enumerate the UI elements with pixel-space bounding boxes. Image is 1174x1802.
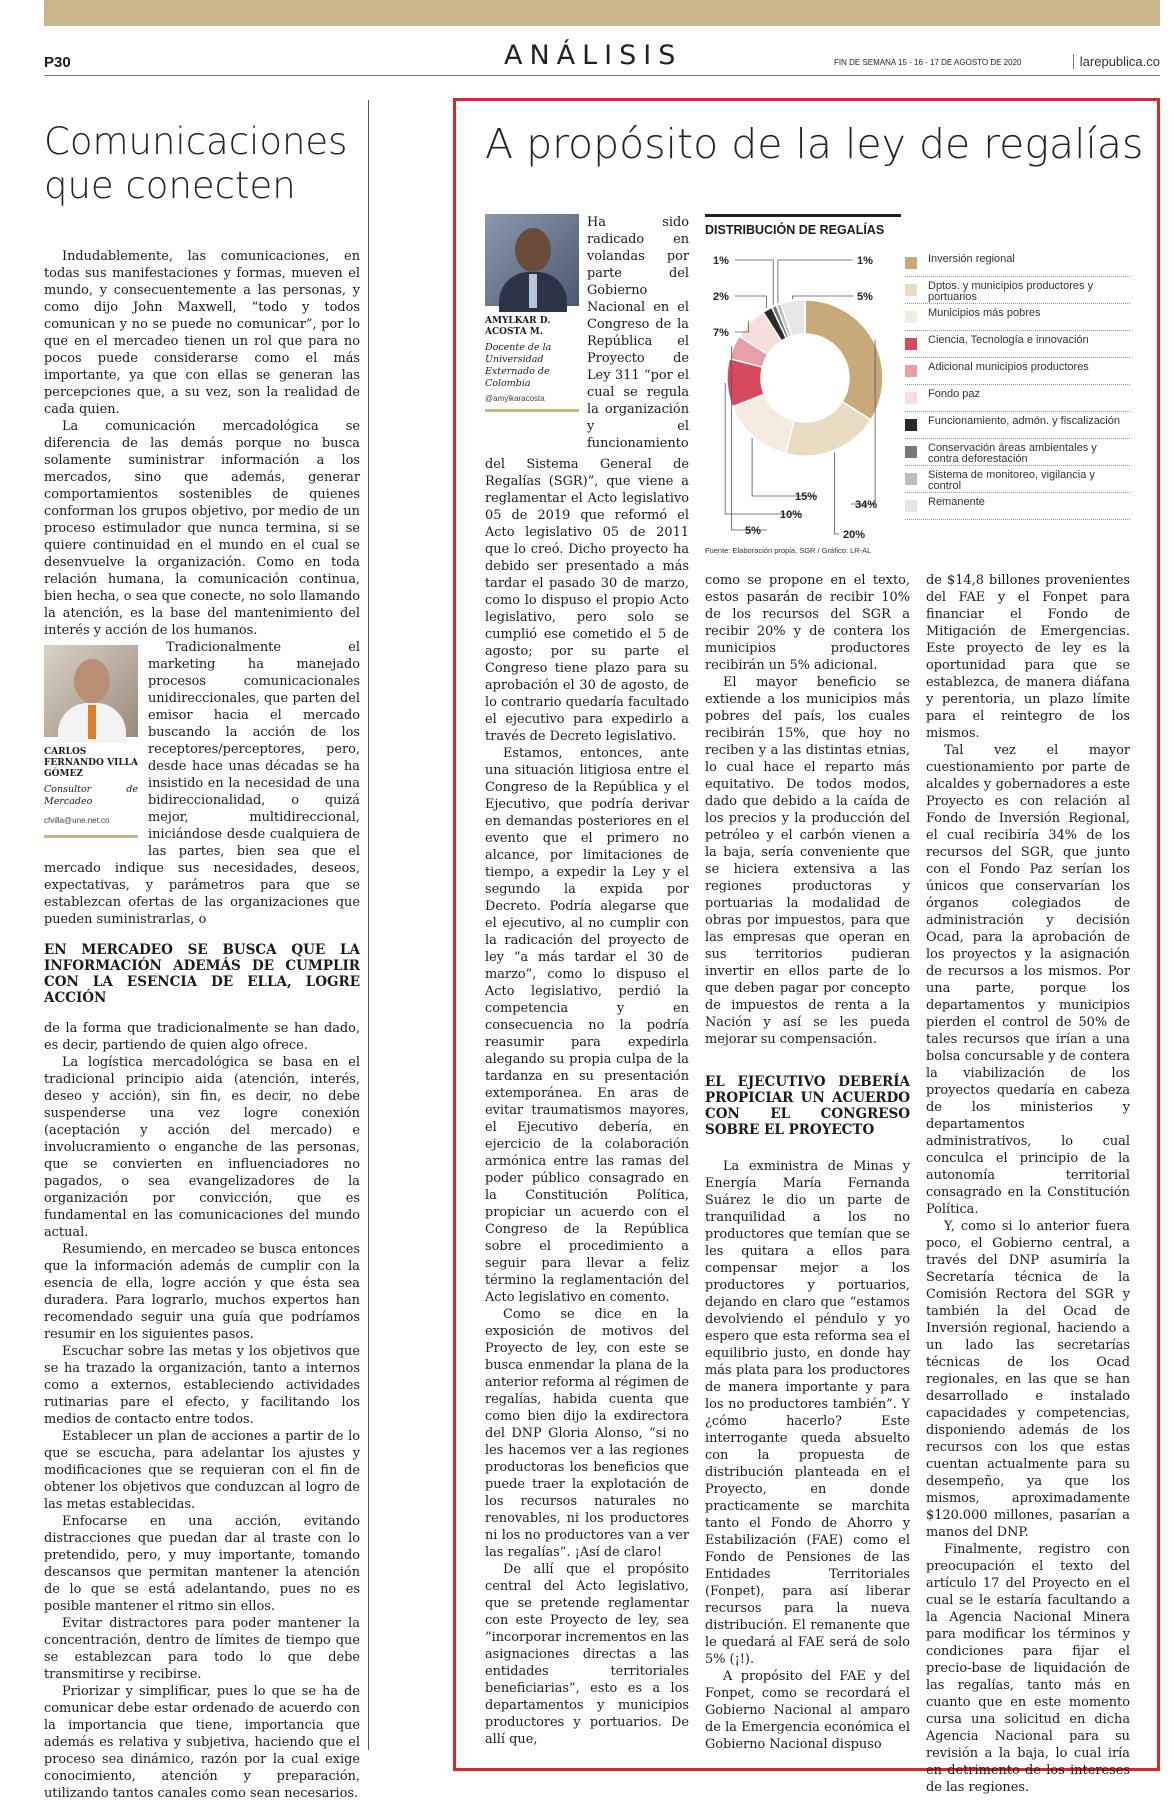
author-handle[interactable]: @amylkaracosta xyxy=(485,394,579,412)
leader-line xyxy=(735,296,766,308)
left-paragraph: Escuchar sobre las metas y los objetivos que se ha trazado la organización, tanto a internos como a externos, estableciendo actividades rutinarias pare el efecto, y facilitando los medios de contacto entre todos. xyxy=(44,1344,360,1427)
right-paragraph: De allí que el propósito central del Acto legislativo, que se pretende reglamentar con este Proyecto de ley, sea “incorporar incrementos en las asignaciones directas a las entidades territoriales beneficiarias”, esto es a los departamentos y municipios productores y portuarios. De allí que, xyxy=(485,1562,689,1747)
chart-source: Fuente: Elaboración propia, SGR / Gráfico: LR-AL xyxy=(705,546,872,555)
page-number: P30 xyxy=(44,54,71,71)
right-column-1 xyxy=(485,456,689,1748)
right-column-3 xyxy=(926,572,1130,1796)
section-title: ANÁLISIS xyxy=(504,40,683,71)
legend-swatch xyxy=(905,311,917,323)
legend-label: Dptos. y municipios productores y portuarios xyxy=(928,280,1094,303)
author-name: CARLOS FERNANDO VILLA GÓMEZ xyxy=(44,747,138,779)
value-label: 2% xyxy=(713,291,729,303)
right-paragraph: Tal vez el mayor cuestionamiento por parte de alcaldes y gobernadores a este Proyecto es con relación al Fondo de Inversión Regional, el cual recibiría 34% de los recursos del SGR, que junto con el Fondo Paz serían los únicos que conservarían los órganos colegiados de administración y decisión Ocad, para la aprobación de los proyectos y la asignación de recursos a los mismos. Por una parte, porque los departamentos y municipios pierden el control de 50% de tales recursos que irían a una bolsa concursable y de contera la viabilización de los proyectos quedaría en cabeza de los ministerios y departamentos administrativos, lo cual conculca el principio de la autonomía territorial consagrado en la Constitución Política. xyxy=(926,743,1130,1217)
donut-chart xyxy=(705,238,905,541)
left-paragraph: La logística mercadológica se basa en el tradicional principio aida (atención, interés, deseo y acción), sin fin, es decir, no debe suspenderse una vez logre conexión (aceptación y acción del mercado) e involucramiento o enganche de las personas, que se convierten en influenciadores no pagados, o sea evangelizadores de la organización por convicción, que es fundamental en las comunicaciones del mundo actual. xyxy=(44,1055,360,1240)
author-name: AMYLKAR D. ACOSTA M. xyxy=(485,316,551,337)
legend-item xyxy=(905,304,1130,331)
left-paragraph: Resumiendo, en mercadeo se busca entonces que la información además de cumplir con la esencia de ella, logre acción y que ésta sea duradera. Para lograrlo, muchos expertos han recomendado seguir una guía que podríamos resumir en los siguientes pasos. xyxy=(44,1242,360,1342)
top-color-bar xyxy=(44,0,1160,26)
left-article-body xyxy=(44,248,360,1802)
value-label: 5% xyxy=(745,525,761,537)
legend-label: Conservación áreas ambientales y contra deforestación xyxy=(928,442,1097,465)
legend-swatch xyxy=(905,365,917,377)
legend-label: Inversión regional xyxy=(928,253,1015,265)
legend-swatch xyxy=(905,257,917,269)
value-label: 10% xyxy=(780,509,803,521)
legend-swatch xyxy=(905,284,917,296)
right-paragraph: del Sistema General de Regalías (SGR)”, que viene a reglamentar el Acto legislativo 05 de 2019 que reformó el Acto legislativo 05 de 2011 que lo creó. Dicho proyecto ha debido ser presentado a más tardar el pasado 30 de marzo, como lo dispuso el propio Acto legislativo, pero solo se cumplió ese cometido el 5 de agosto; por su parte el Congreso tiene plazo para su aprobación el 30 de agosto, de lo contrario quedaría facultado el ejecutivo para expedirlo a través de Decreto legislativo. xyxy=(485,457,689,744)
right-column-2 xyxy=(705,572,910,1753)
legend-label: Fondo paz xyxy=(928,388,980,400)
right-paragraph: Y, como si lo anterior fuera poco, el Gobierno central, a través del DNP asumiría la Secretaría técnica de la Comisión Rectora del SGR y también la del Ocad de Inversión regional, haciendo a un lado las secretarías técnicas de los Ocad regionales, en las que se han desarrollado e instalado capacidades y competencias, disponiendo además de los recursos con los que estas cuentan actualmente para su desempeño, ya que los mismos, aproximadamente $120.000 millones, pasarían a manos del DNP. xyxy=(926,1219,1130,1540)
legend-swatch xyxy=(905,473,917,485)
chart-title: DISTRIBUCIÓN DE REGALÍAS xyxy=(705,223,885,237)
legend-label: Municipios más pobres xyxy=(928,307,1041,319)
legend-label: Sistema de monitoreo, vigilancia y control xyxy=(928,469,1095,492)
author-photo xyxy=(44,645,138,737)
legend-swatch xyxy=(905,446,917,458)
leader-line xyxy=(834,452,839,534)
left-subhead: EN MERCADEO SE BUSCA QUE LA INFORMACIÓN ADEMÁS DE CUMPLIR CON LA ESENCIA DE ELLA, LOGRE ACCIÓN xyxy=(44,942,360,1006)
legend-item xyxy=(905,412,1130,439)
value-label: 1% xyxy=(857,255,873,267)
value-label: 15% xyxy=(795,491,818,503)
legend-item xyxy=(905,277,1130,304)
value-label: 1% xyxy=(713,255,729,267)
value-label: 5% xyxy=(857,291,873,303)
author-role: Consultor de Mercadeo xyxy=(44,784,138,807)
right-paragraph: de $14,8 billones provenientes del FAE y el Fonpet para financiar el Fondo de Mitigación de Emergencias. Este proyecto de ley es la oportunidad para que se establezca, de manera diáfana y perentoria, un plazo límite para el reintegro de los mismos. xyxy=(926,573,1130,741)
edition-date: FIN DE SEMANA 15 - 16 - 17 DE AGOSTO DE 2020 xyxy=(834,58,1022,67)
value-label: 7% xyxy=(713,327,729,339)
legend-item xyxy=(905,493,1130,520)
legend-swatch xyxy=(905,419,917,431)
left-paragraph: La comunicación mercadológica se diferencia de las demás porque no busca solamente suministrar información a los mercados, sino que además, generar comportamientos sostenibles de quienes conforman los grupos objetivo, por medio de un proceso estimulador que nunca termina, si se quiere continuidad en el mundo en el cual se desenvuelve la organización. Como en toda relación humana, la comunicación continua, bien hecha, o sea que conecte, no solo llamando la atención, es la base del mantenimiento del interés y acción de los humanos. xyxy=(44,419,360,638)
left-paragraph: Establecer un plan de acciones a partir de lo que se escucha, para adelantar los ajustes y modificaciones que se requieran con el fin de obtener los objetivos que conduzcan al logro de las metas establecidas. xyxy=(44,1429,360,1512)
legend-item xyxy=(905,439,1130,466)
legend-item xyxy=(905,250,1130,277)
legend-swatch xyxy=(905,338,917,350)
legend-swatch xyxy=(905,500,917,512)
right-paragraph: A propósito del FAE y del Fonpet, como se recordará el Gobierno Nacional al amparo de la Emergencia económica el Gobierno Nacional dispuso xyxy=(705,1669,910,1752)
right-paragraph: La exministra de Minas y Energía María Fernanda Suárez le dio un parte de tranquilidad a los no productores que temían que se les quitara a ellos para compensar mejor a los productores y portuarios, dejando en claro que “estamos devolviendo el péndulo y yo espero que esta reforma sea el equilibrio justo, en donde hay más plata para los productores de manera importante y para los no productores también”. Y ¿cómo hacerlo? Este interrogante queda absuelto con la propuesta de distribución planteada en el Proyecto, en donde practicamente se marchita tanto el Fondo de Ahorro y Estabilización (FAE) como el Fondo de Pensiones de las Entidades Territoriales (Fonpet), para así liberar recursos para la nueva distribución. El remanente que le quedará al FAE será de solo 5% (¡!). xyxy=(705,1159,910,1667)
column-divider xyxy=(368,100,369,1750)
right-paragraph: Finalmente, registro con preocupación el texto del artículo 17 del Proyecto en el cual se le estaría facultando a la Agencia Nacional Minera para modificar los términos y condiciones para fijar el precio-base de liquidación de las regalías, tanto más en cuanto que en este momento cursa una solicitud en dicha Agencia Nacional para su revisión a la baja, lo cual iría en detrimento de los intereses de las regiones. xyxy=(926,1542,1130,1795)
chart-legend xyxy=(905,250,1130,520)
legend-item xyxy=(905,466,1130,493)
page-header xyxy=(44,34,1160,76)
left-paragraph: de la forma que tradicionalmente se han dado, es decir, partiendo de quien algo ofrece. xyxy=(44,1021,360,1053)
legend-label: Adicional municipios productores xyxy=(928,361,1089,373)
leader-line xyxy=(735,260,773,305)
right-subhead: EL EJECUTIVO DEBERÍA PROPICIAR UN ACUERDO CON EL CONGRESO SOBRE EL PROYECTO xyxy=(705,1074,910,1138)
right-paragraph: Estamos, entonces, ante una situación litigiosa entre el Congreso de la República y el Ejecutivo, que podría derivar en demandas posteriores en el evento que el primero no alcance, por limitaciones de tiempo, a expedir la Ley y el segundo la expida por Decreto. Podría alegarse que el ejecutivo, al no cumplir con la radicación del proyecto de ley “a más tardar el 30 de marzo”, como lo dispuso el Acto legislativo, perdió la competencia y en consecuencia no la podría reasumir para expedirla alegando su propia culpa de la tardanza en su presentación extemporánea. En aras de evitar traumatismos mayores, el Ejecutivo debería, en ejercicio de la colaboración armónica entre las ramas del poder público consagrado en la Constitución Política, propiciar un acuerdo con el Congreso de la República sobre el procedimiento a seguir para llevar a feliz término la reglamentación del Acto legislativo en comento. xyxy=(485,746,689,1305)
legend-label: Remanente xyxy=(928,496,985,508)
chart-title-bar xyxy=(705,214,901,237)
slice-inversion-regional xyxy=(805,300,883,420)
legend-swatch xyxy=(905,392,917,404)
value-label: 20% xyxy=(843,529,866,541)
royalties-chart xyxy=(705,214,1130,564)
site-link[interactable]: larepublica.co xyxy=(1073,54,1160,69)
right-headline: A propósito de la ley de regalías xyxy=(485,120,1144,168)
right-paragraph: como se propone en el texto, estos pasarán de recibir 10% de los recursos del SGR a recibir 20% y de contera los municipios productores recibirán un 5% adicional. xyxy=(705,573,910,673)
value-label: 34% xyxy=(855,499,878,511)
left-paragraph: Enfocarse en una acción, evitando distracciones que puedan dar al traste con lo pretendido, pero, y muy importante, tomando descansos que permitan mantener la atención de lo que se está adelantando, pues no es posible mantener el ritmo sin ellos. xyxy=(44,1514,360,1614)
right-intro: Ha sido radicado en volandas por parte del Gobierno Nacional en el Congreso de la República el Proyecto de Ley 311 “por el cual se regula la organización y el funcionamiento xyxy=(587,215,689,451)
legend-item xyxy=(905,331,1130,358)
legend-item xyxy=(905,358,1130,385)
left-paragraph: Tradicionalmente el marketing ha manejado procesos comunicacionales unidireccionales, que parten del emisor hacia el mercado buscando la acción de los receptores/perceptores, pero, desde hace unas décadas se ha insistido en la necesidad de una bidireccionalidad, o quizá mejor, multidireccional, iniciándose desde cualquiera de las partes, bien sea que el mercado indique sus necesidades, deseos, expectativas, y parámetros para que se establezcan ofertas de las organizaciones que pueden suministrarlas, o xyxy=(44,640,360,927)
author-email[interactable]: cfvilla@une.net.co xyxy=(44,812,138,838)
left-article xyxy=(44,120,360,1802)
right-author-box xyxy=(485,214,579,412)
left-paragraph: Evitar distractores para poder mantener la concentración, dentro de límites de tiempo que se establezcan para todo lo que debe transmitirse y recibirse. xyxy=(44,1616,360,1682)
right-paragraph: El mayor beneficio se extiende a los municipios más pobres del país, los cuales recibirán 15%, que hoy no reciben y a las distintas etnias, lo cual hace el reparto más equitativo. De todos modos, dado que debido a la caída de los precios y la producción del petróleo y el carbón vienen a la baja, sería conveniente que se hiciera extensiva a las regiones productoras y portuarias la modalidad de obras por impuestos, para que las empresas que operan en sus territorios pudieran invertir en ellos parte de lo que deben pagar por concepto de impuestos de renta a la Nación y así se les pueda mejorar su compensación. xyxy=(705,675,910,1047)
author-role: Docente de la Universidad Externado de Colombia xyxy=(485,342,552,389)
right-paragraph: Como se dice en la exposición de motivos del Proyecto de ley, con este se busca enmendar la plana de la anterior reforma al régimen de regalías, habida cuenta que como bien dijo la exdirectora del DNP Gloria Alonso, “si no les hacemos ver a las regiones productoras los beneficios que puede traer la explotación de los recursos naturales no renovables, ni los productores ni los no productores van a ver las regalías”. ¡Así de claro! xyxy=(485,1307,689,1560)
left-headline: Comunicaciones que conecten xyxy=(44,120,348,207)
legend-label: Ciencia, Tecnología e innovación xyxy=(928,334,1089,346)
legend-label: Funcionamiento, admón. y fiscalización xyxy=(928,415,1120,427)
left-paragraph: Priorizar y simplificar, pues lo que se ha de comunicar debe estar ordenado de acuerdo con la importancia que tiene, importancia que además es relativa y subjetiva, haciendo que el proceso sea dinámico, razón por la cual exige conocimiento, atención y preparación, utilizando tantos canales como sean necesarios. xyxy=(44,1684,360,1801)
left-author-box xyxy=(44,645,138,838)
author-photo xyxy=(485,214,579,306)
leader-line xyxy=(792,296,853,299)
legend-item xyxy=(905,385,1130,412)
left-paragraph: Indudablemente, las comunicaciones, en todas sus manifestaciones y formas, mueven el mundo, y consecuentemente a las personas, y como dijo John Maxwell, “todo y todos comunican y no se puede no comunicar”, por lo que en el mercadeo tienen un rol que para no pocos puede considerarse como el más importante, ya que con ellas se generan las percepciones que, a su vez, son la realidad de cada quien. xyxy=(44,249,360,417)
